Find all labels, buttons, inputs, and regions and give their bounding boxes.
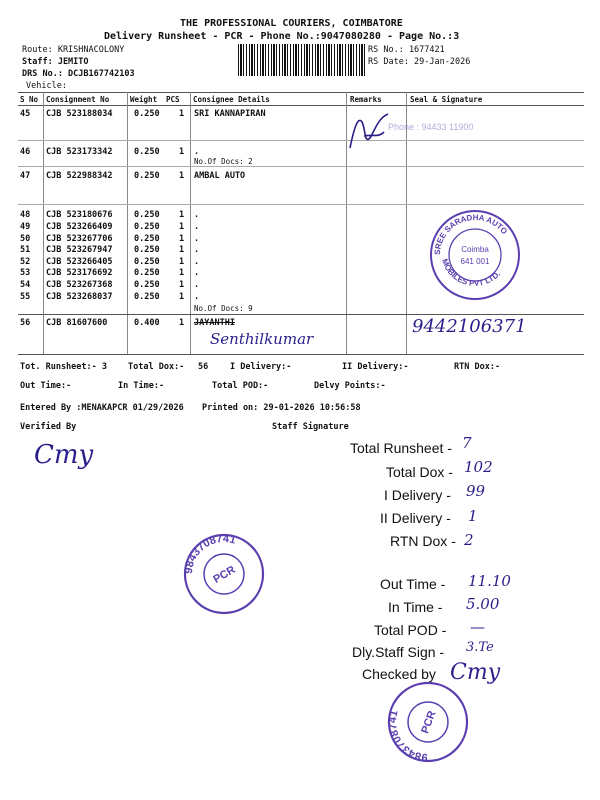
row-docs: No.Of Docs: 2 — [194, 157, 253, 166]
svg-text:9843708741 — [387, 709, 428, 763]
col-sno: S No — [20, 95, 39, 104]
row-sno: 47 — [20, 171, 31, 181]
row-cons: CJB 523266405 — [46, 257, 113, 267]
row-wt: 0.250 — [134, 245, 160, 255]
pcr-stamp-icon — [182, 532, 266, 616]
row-cons: CJB 523267947 — [46, 245, 113, 255]
row-sno: 46 — [20, 147, 31, 157]
col-weight: Weight — [130, 95, 158, 104]
row-pcs: 1 — [179, 171, 185, 181]
summary-out-time-value: 11.10 — [468, 572, 511, 590]
row-details: . — [194, 257, 200, 267]
summary-i-delivery-value: 99 — [466, 482, 486, 500]
pcr-number-2: 9843708741 — [386, 708, 429, 764]
row-wt: 0.250 — [134, 280, 160, 290]
out-time-label: Out Time:- — [20, 381, 72, 391]
seal-center-1: Coimba — [461, 245, 489, 254]
vehicle-label: Vehicle: — [26, 81, 67, 91]
row-details: . — [194, 234, 200, 244]
row-wt: 0.250 — [134, 109, 160, 119]
row-rule — [18, 140, 584, 141]
entered-by: Entered By :MENAKAPCR 01/29/2026 — [20, 403, 184, 413]
staff-signature: Staff Signature — [272, 422, 349, 432]
ii-delivery-label: II Delivery:- — [342, 362, 409, 372]
total-dox-value: 56 — [198, 362, 209, 372]
row-details: AMBAL AUTO — [194, 171, 246, 181]
drs-label: DRS No.: DCJB167742103 — [22, 69, 135, 79]
verified-signature: Cmy — [34, 440, 94, 470]
signature-45-icon — [344, 108, 394, 154]
seal-ring-top: SREE SARADHA AUTO — [432, 212, 510, 256]
summary-total-pod-label: Total POD - — [374, 622, 447, 638]
row-wt: 0.400 — [134, 318, 160, 328]
row-details: JAYANTHI — [194, 318, 235, 328]
route-label: Route: KRISHNACOLONY — [22, 45, 125, 55]
row-details: SRI KANNAPIRAN — [194, 109, 266, 119]
row-details: . — [194, 222, 200, 232]
row-wt: 0.250 — [134, 292, 160, 302]
row-details: . — [194, 292, 200, 302]
row-wt: 0.250 — [134, 171, 160, 181]
row-wt: 0.250 — [134, 210, 160, 220]
row-sno: 54 — [20, 280, 31, 290]
row-pcs: 1 — [179, 245, 185, 255]
pcr-label-2: PCR — [419, 709, 439, 736]
row-pcs: 1 — [179, 318, 185, 328]
delvy-points-label: Delvy Points:- — [314, 381, 386, 391]
row-pcs: 1 — [179, 109, 185, 119]
row-sno: 48 — [20, 210, 31, 220]
col-pcs: PCS — [166, 95, 180, 104]
row-cons: CJB 523266409 — [46, 222, 113, 232]
row-sno: 45 — [20, 109, 31, 119]
row-cons: CJB 523188034 — [46, 109, 113, 119]
total-pod-label: Total POD:- — [212, 381, 269, 391]
faded-stamp-text: Phone : 94433 11900 — [388, 122, 474, 132]
total-dox-label: Total Dox:- — [128, 362, 185, 372]
row-wt: 0.250 — [134, 257, 160, 267]
summary-in-time-label: In Time - — [388, 599, 443, 615]
company-name: THE PROFESSIONAL COURIERS, COIMBATORE — [180, 18, 403, 29]
row-rule — [18, 166, 584, 167]
barcode — [238, 44, 366, 76]
row-cons: CJB 523176692 — [46, 268, 113, 278]
staff-label: Staff: JEMITO — [22, 57, 89, 67]
row-pcs: 1 — [179, 268, 185, 278]
row-details: . — [194, 245, 200, 255]
col-remarks: Remarks — [350, 95, 382, 104]
rs-date: RS Date: 29-Jan-2026 — [368, 57, 471, 67]
summary-ii-delivery-label: II Delivery - — [380, 510, 451, 526]
table-top-rule — [18, 92, 584, 93]
col-consignee: Consignee Details — [193, 95, 270, 104]
row-sno: 52 — [20, 257, 31, 267]
row-wt: 0.250 — [134, 147, 160, 157]
row-cons: CJB 523180676 — [46, 210, 113, 220]
seal-center-2: 641 001 — [460, 257, 490, 266]
summary-rtn-dox-value: 2 — [464, 531, 474, 549]
row-cons: CJB 523267706 — [46, 234, 113, 244]
row-rule — [18, 314, 584, 315]
table-bottom-rule — [18, 354, 584, 355]
summary-total-pod-value: — — [470, 618, 485, 636]
row-pcs: 1 — [179, 234, 185, 244]
printed-on: Printed on: 29-01-2026 10:56:58 — [202, 403, 361, 413]
row-sno: 56 — [20, 318, 31, 328]
row-sno: 55 — [20, 292, 31, 302]
summary-out-time-label: Out Time - — [380, 576, 446, 592]
row-sno: 53 — [20, 268, 31, 278]
pcr-label-1: PCR — [211, 563, 238, 586]
summary-staff-sign-label: Dly.Staff Sign - — [352, 644, 445, 660]
handwritten-name: Senthilkumar — [210, 330, 314, 348]
row-sno: 51 — [20, 245, 31, 255]
table-header-rule — [18, 105, 584, 106]
row-cons: CJB 523268037 — [46, 292, 113, 302]
seal-ring-bottom: MOBILES PVT LTD. — [439, 257, 503, 288]
company-seal-icon — [428, 208, 522, 302]
row-pcs: 1 — [179, 280, 185, 290]
row-details: . — [194, 210, 200, 220]
row-sno: 49 — [20, 222, 31, 232]
summary-i-delivery-label: I Delivery - — [384, 487, 451, 503]
row-cons: CJB 523173342 — [46, 147, 113, 157]
row-cons: CJB 81607600 — [46, 318, 108, 328]
row-wt: 0.250 — [134, 268, 160, 278]
row-wt: 0.250 — [134, 222, 160, 232]
summary-rtn-dox-label: RTN Dox - — [390, 533, 456, 549]
row-pcs: 1 — [179, 292, 185, 302]
summary-total-runsheet-value: 7 — [462, 434, 472, 452]
row-details: . — [194, 268, 200, 278]
col-seal: Seal & Signature — [410, 95, 483, 104]
row-cons: CJB 523267368 — [46, 280, 113, 290]
in-time-label: In Time:- — [118, 381, 165, 391]
row-pcs: 1 — [179, 222, 185, 232]
summary-total-dox-value: 102 — [464, 458, 493, 476]
summary-staff-sign-value: 3.Te — [466, 640, 494, 655]
verified-by: Verified By — [20, 422, 77, 432]
summary-total-dox-label: Total Dox - — [386, 464, 453, 480]
row-wt: 0.250 — [134, 234, 160, 244]
pcr-number-1: 9843708741 — [182, 532, 238, 575]
summary-ii-delivery-value: 1 — [468, 507, 478, 525]
pcr-stamp-icon — [386, 680, 470, 764]
rs-no: RS No.: 1677421 — [368, 45, 445, 55]
row-sno: 50 — [20, 234, 31, 244]
i-delivery-label: I Delivery:- — [230, 362, 292, 372]
row-pcs: 1 — [179, 257, 185, 267]
row-details: . — [194, 280, 200, 290]
row-rule — [18, 204, 584, 205]
rtn-dox-label: RTN Dox:- — [454, 362, 501, 372]
col-consignment: Consignment No — [46, 95, 110, 104]
tot-runsheet: Tot. Runsheet:- 3 — [20, 362, 107, 372]
summary-total-runsheet-label: Total Runsheet - — [350, 440, 452, 456]
runsheet-title: Delivery Runsheet - PCR - Phone No.:9047080280 - Page No.:3 — [104, 31, 460, 42]
summary-in-time-value: 5.00 — [466, 595, 500, 613]
row-cons: CJB 522988342 — [46, 171, 113, 181]
row-pcs: 1 — [179, 147, 185, 157]
handwritten-phone: 9442106371 — [412, 316, 527, 337]
summary-checked-by-value: Cmy — [450, 660, 501, 685]
row-docs: No.Of Docs: 9 — [194, 304, 253, 313]
summary-checked-by-label: Checked by — [362, 666, 436, 682]
row-details: . — [194, 147, 200, 157]
row-pcs: 1 — [179, 210, 185, 220]
